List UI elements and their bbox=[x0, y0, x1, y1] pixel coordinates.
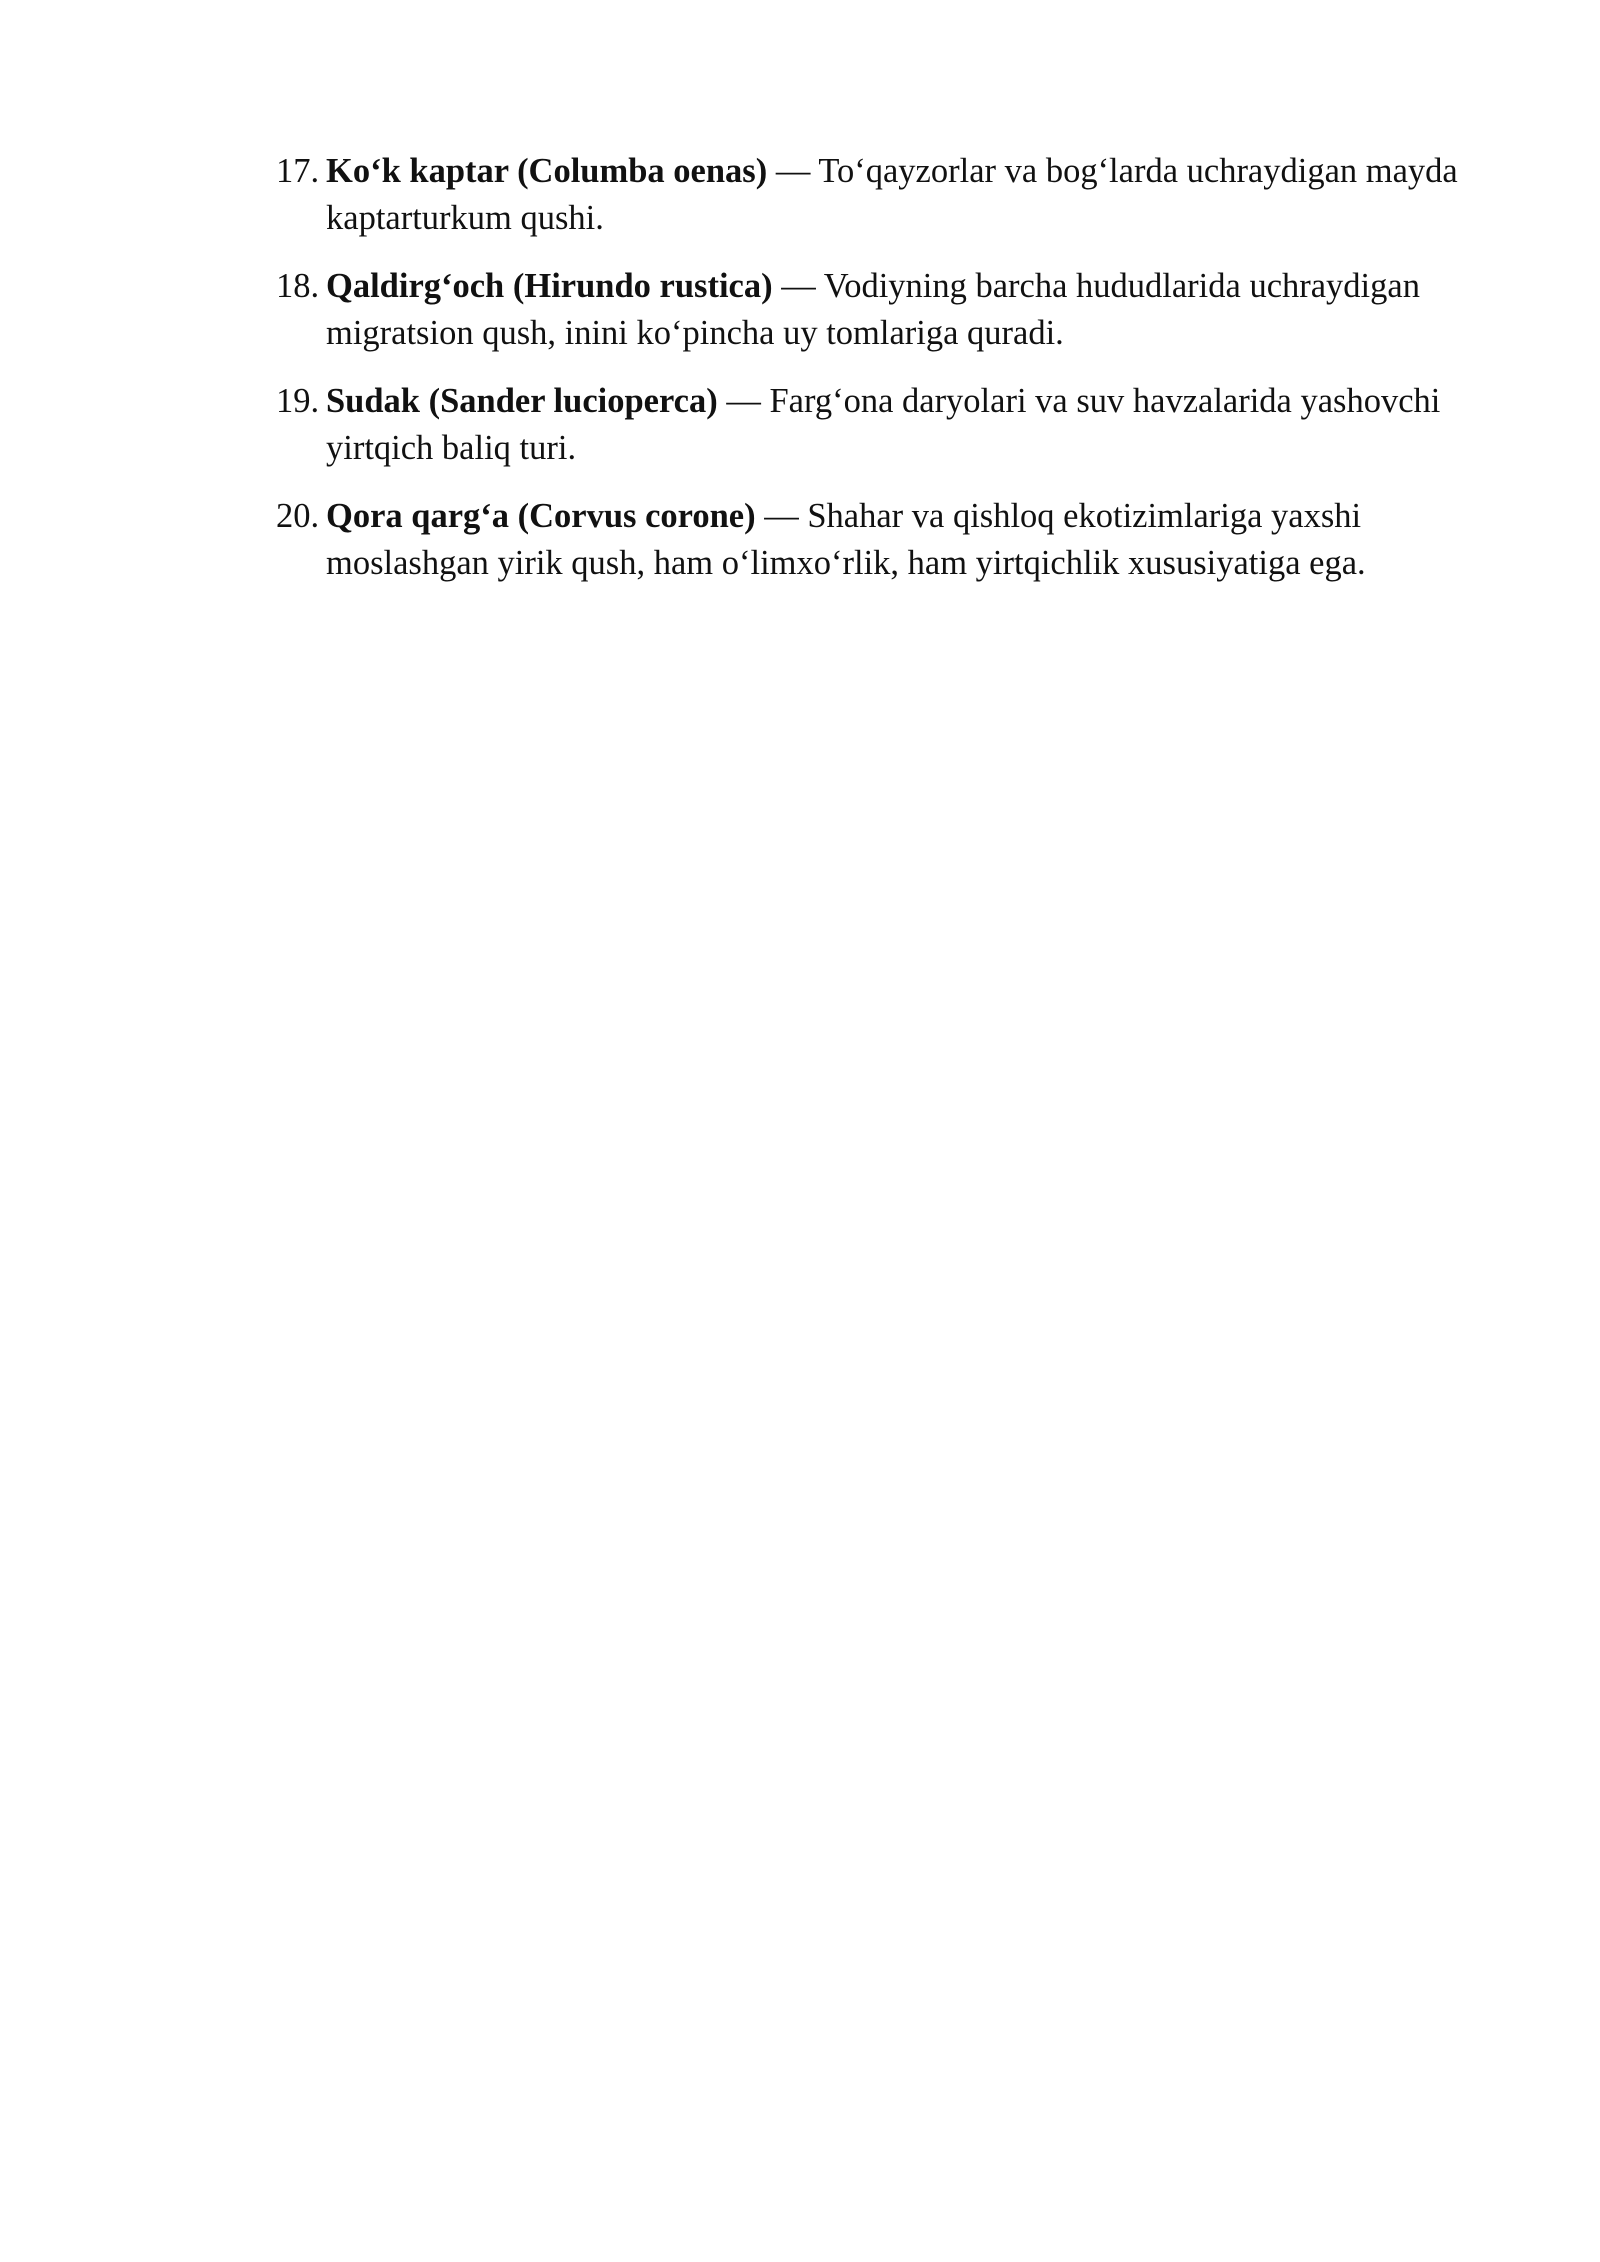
list-item bbox=[276, 263, 1476, 357]
species-description: — Shahar va qishloq ekotizimlariga yaxshi moslashgan yirik qush, ham o‘limxo‘rlik, ham yirtqichlik xususiyatiga ega. bbox=[326, 497, 1366, 582]
species-name: Ko‘k kaptar (Columba oenas) bbox=[326, 152, 768, 190]
item-number: 17. bbox=[276, 152, 320, 190]
list-item bbox=[276, 378, 1476, 472]
species-list bbox=[276, 148, 1476, 608]
list-item bbox=[276, 148, 1476, 242]
species-name: Sudak (Sander lucioperca) bbox=[326, 382, 718, 420]
list-item bbox=[276, 493, 1476, 587]
species-description: — To‘qayzorlar va bog‘larda uchraydigan mayda kaptarturkum qushi. bbox=[326, 152, 1458, 237]
species-description: — Vodiyning barcha hududlarida uchraydigan migratsion qush, inini ko‘pincha uy tomlariga quradi. bbox=[326, 267, 1420, 352]
item-number: 20. bbox=[276, 497, 320, 535]
item-number: 19. bbox=[276, 382, 320, 420]
species-name: Qaldirg‘och (Hirundo rustica) bbox=[326, 267, 773, 305]
species-name: Qora qarg‘a (Corvus corone) bbox=[326, 497, 756, 535]
item-number: 18. bbox=[276, 267, 320, 305]
species-description: — Farg‘ona daryolari va suv havzalarida yashovchi yirtqich baliq turi. bbox=[326, 382, 1441, 467]
